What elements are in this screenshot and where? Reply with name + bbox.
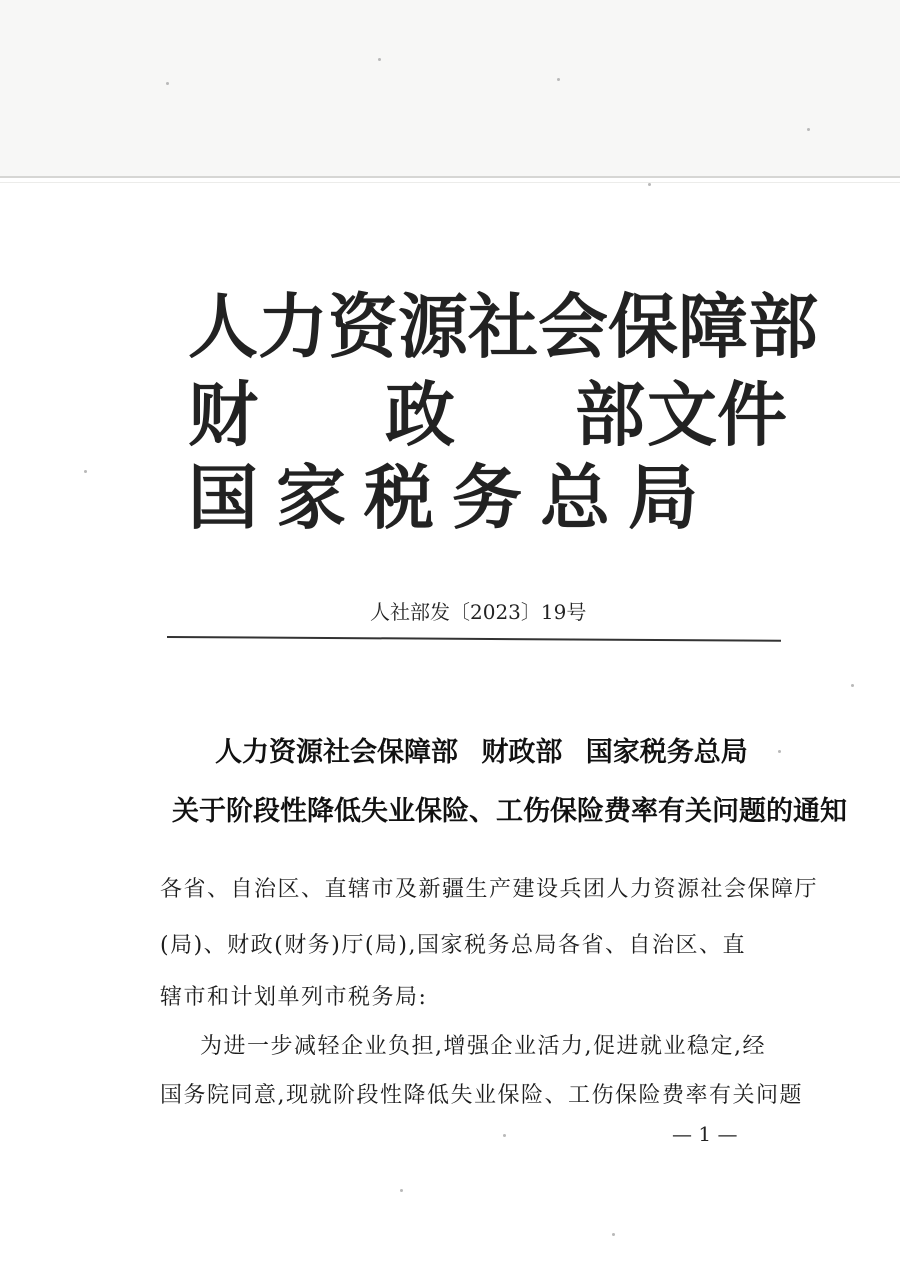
scan-speck [166,82,169,85]
separator-rule [167,636,781,642]
scan-edge-line-faint [0,182,900,183]
scan-speck [557,78,560,81]
body-paragraph-line: 国务院同意,现就阶段性降低失业保险、工伤保险费率有关问题 [160,1083,803,1108]
scan-speck [778,750,781,753]
scan-speck [612,1233,615,1236]
issuer-char-zheng: 政 [385,373,455,456]
issuer-line-hrss: 人力资源社会保障部 [188,285,818,368]
scan-speck [807,128,810,131]
issuer-char-bu: 部 [575,373,645,456]
scan-speck [648,183,651,186]
page-number: — 1 — [672,1122,738,1146]
addressee-line: 辖市和计划单列市税务局: [160,985,428,1010]
body-paragraph-line: 为进一步减轻企业负担,增强企业活力,促进就业稳定,经 [200,1034,766,1059]
title-subject: 关于阶段性降低失业保险、工伤保险费率有关问题的通知 [172,796,847,827]
addressee-line: 各省、自治区、直辖市及新疆生产建设兵团人力资源社会保障厅 [160,877,819,902]
scan-top-band [0,0,900,178]
issuer-line-sta: 国家税务总局 [188,456,716,539]
issuer-char-cai: 财 [188,373,258,456]
scan-edge-line [0,176,900,178]
title-issuers: 人力资源社会保障部 财政部 国家税务总局 [215,737,748,768]
addressee-line: (局)、财政(财务)厅(局),国家税务总局各省、自治区、直 [160,933,746,958]
scan-speck [503,1134,506,1137]
issuer-doc-label: 文件 [647,373,787,456]
scan-speck [400,1189,403,1192]
scan-speck [84,470,87,473]
scan-speck [851,684,854,687]
document-number: 人社部发〔2023〕19号 [370,600,587,624]
scan-speck [378,58,381,61]
